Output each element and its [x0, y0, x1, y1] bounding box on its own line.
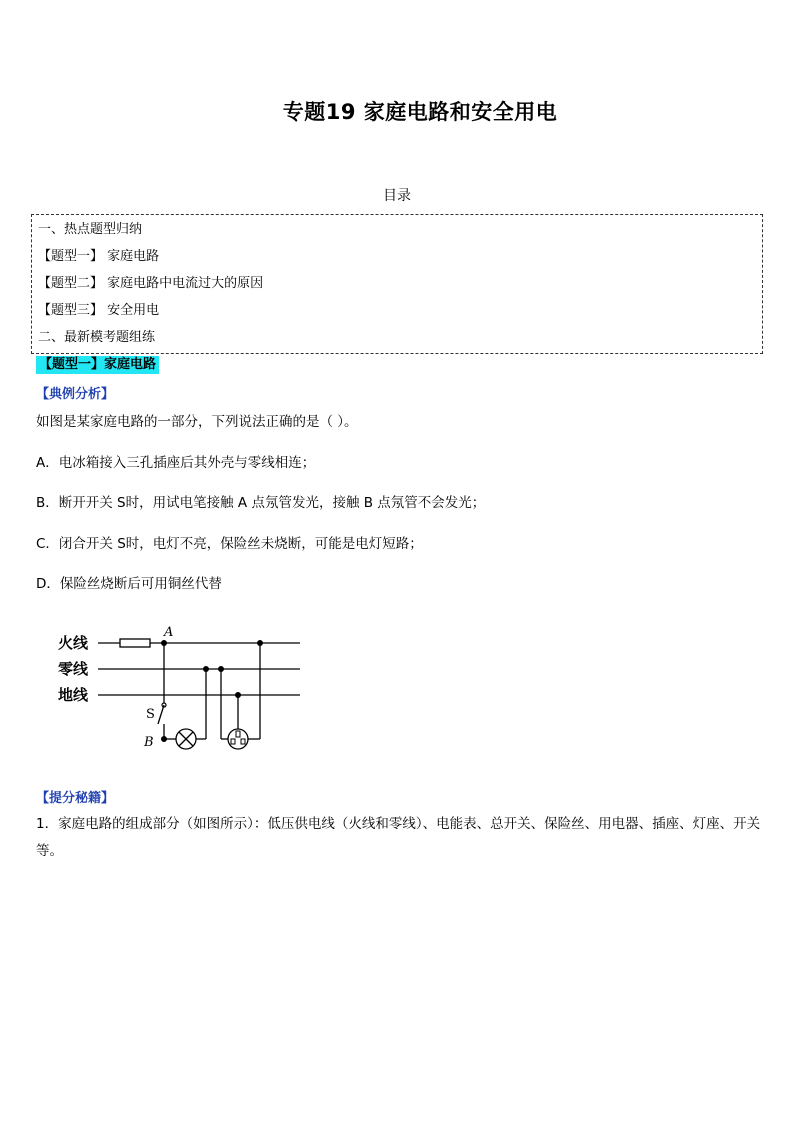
live-wire-label: 火线: [58, 634, 89, 652]
junction: [257, 640, 263, 646]
junction: [203, 666, 209, 672]
switch-icon: [158, 705, 164, 724]
toc-item[interactable]: 一、热点题型归纳: [38, 222, 143, 237]
point-a-label: A: [164, 625, 174, 640]
circuit-diagram: [40, 618, 310, 758]
toc-item[interactable]: 二、最新模考题组练: [38, 330, 156, 345]
neutral-wire-label: 零线: [58, 660, 89, 678]
tips-heading: 【提分秘籍】: [36, 791, 115, 806]
section-tag: 【题型一】家庭电路: [36, 356, 159, 374]
switch-label: S: [146, 707, 155, 722]
fuse-icon: [120, 639, 150, 647]
option-c: C．闭合开关 S时，电灯不亮，保险丝未烧断，可能是电灯短路；: [36, 536, 423, 552]
toc-item[interactable]: 【题型三】 安全用电: [38, 303, 160, 318]
toc-heading: 目录: [383, 188, 411, 204]
option-b: B．断开开关 S时，用试电笔接触 A 点氖管发光，接触 B 点氖管不会发光；: [36, 495, 486, 511]
tip-paragraph: 1．家庭电路的组成部分（如图所示）：低压供电线（火线和零线）、电能表、总开关、保险丝、用电器、插座、灯座、开关等。: [36, 816, 761, 859]
page-title: 专题19 家庭电路和安全用电: [282, 100, 558, 124]
option-a: A．电冰箱接入三孔插座后其外壳与零线相连；: [36, 455, 316, 471]
ground-wire-label: 地线: [58, 686, 89, 704]
question-text: 如图是某家庭电路的一部分，下列说法正确的是（ ）。: [36, 414, 358, 430]
point-b-label: B: [144, 735, 154, 750]
option-d: D．保险丝烧断后可用铜丝代替: [36, 576, 222, 592]
toc-item[interactable]: 【题型二】 家庭电路中电流过大的原因: [38, 276, 264, 291]
example-heading: 【典例分析】: [36, 387, 115, 402]
toc-item[interactable]: 【题型一】 家庭电路: [38, 249, 160, 264]
